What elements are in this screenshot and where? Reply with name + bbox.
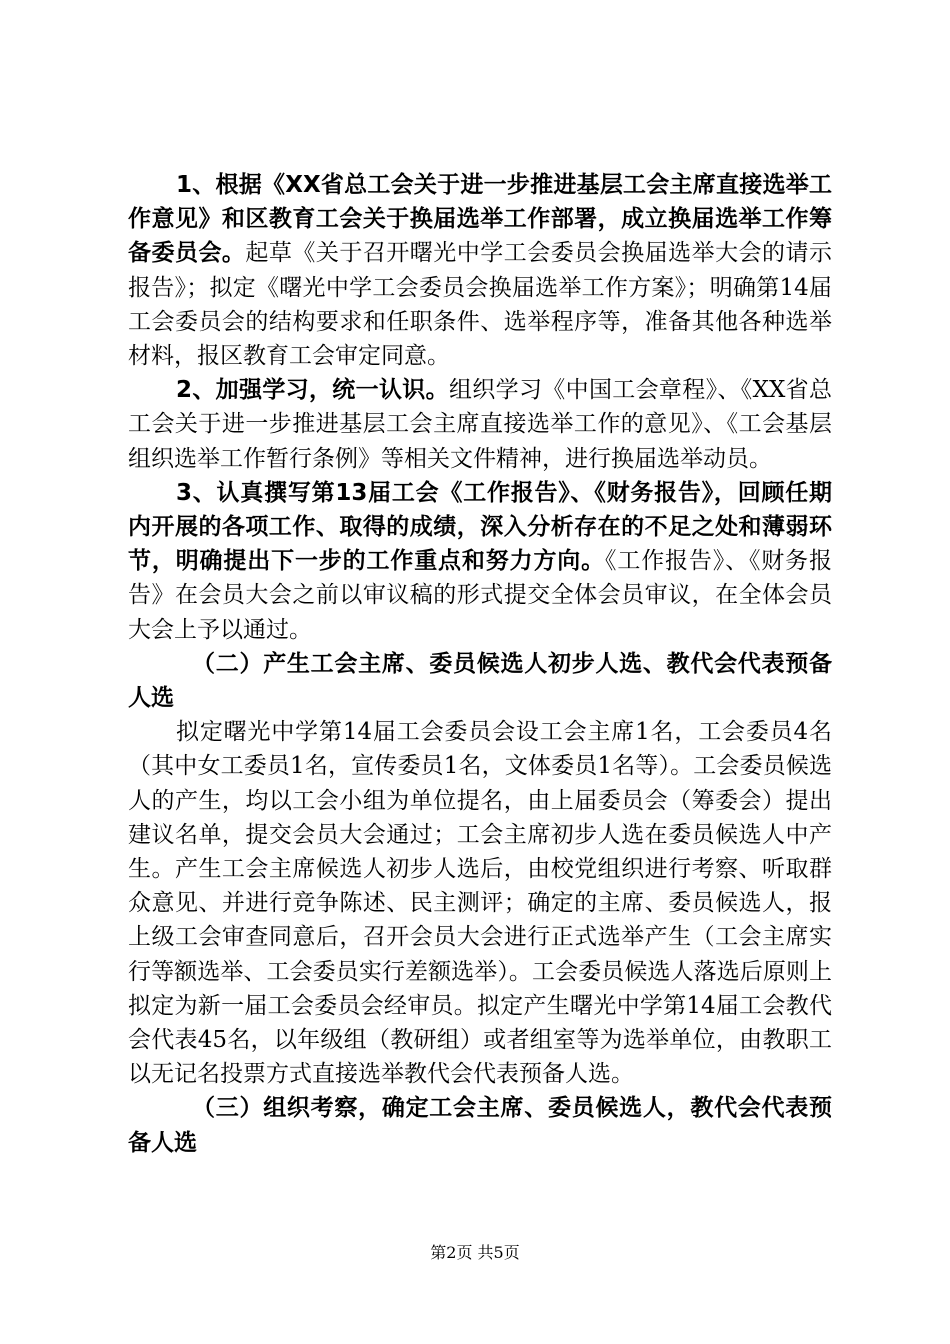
paragraph-1-text: 起草《关于召开曙光中学工会委员会换届选举大会的请示报告》；拟定《曙光中学工会委员会换届选举工作方案》；明确第14届工会委员会的结构要求和任职条件、选举程序等，准备其他各种选举材料，报区教育工会审定同意。 [128, 240, 833, 370]
paragraph-3-lead: 3、认真撰写第13届工会《工作报告》、《财务报告》，回顾任期内开展的各项工作、取得的成绩，深入分析存在的不足之处和薄弱环节，明确提出下一步的工作重点和努力方向。 [128, 479, 832, 575]
page-number-footer: 第2页 共5页 [430, 1243, 520, 1262]
paragraph-3-text: 《工作报告》、《财务报告》在会员大会之前以审议稿的形式提交全体会员审议，在全体会员大会上予以通过。 [128, 548, 833, 643]
paragraph-2 [128, 373, 832, 476]
paragraph-1 [128, 168, 832, 373]
paragraph-2-text: 组织学习《中国工会章程》、《XX省总工会关于进一步推进基层工会主席直接选举工作的意见》、《工会基层组织选举工作暂行条例》等相关文件精神，进行换届选举动员。 [128, 377, 832, 472]
document-body [128, 168, 832, 1160]
section-heading-3: （三）组织考察，确定工会主席、委员候选人，教代会代表预备人选 [128, 1095, 832, 1156]
paragraph-3 [128, 476, 832, 647]
section-body-2: 拟定曙光中学第14届工会委员会设工会主席1名，工会委员4名（其中女工委员1名，宣传委员1名，文体委员1名等）。工会委员候选人的产生，均以工会小组为单位提名，由上届委员会（筹委会）提出建议名单，提交会员大会通过；工会主席初步人选在委员候选人中产生。产生工会主席候选人初步人选后，由校党组织进行考察、听取群众意见、并进行竞争陈述、民主测评；确定的主席、委员候选人，报上级工会审查同意后，召开会员大会进行正式选举产生（工会主席实行等额选举、工会委员实行差额选举）。工会委员候选人落选后原则上拟定为新一届工会委员会经审员。拟定产生曙光中学第14届工会教代会代表45名，以年级组（教研组）或者组室等为选举单位，由教职工以无记名投票方式直接选举教代会代表预备人选。 [128, 719, 832, 1088]
section-heading-2: （二）产生工会主席、委员候选人初步人选、教代会代表预备人选 [128, 650, 832, 712]
paragraph-1-lead: 1、根据《XX省总工会关于进一步推进基层工会主席直接选举工作意见》和区教育工会关于换届选举工作部署，成立换届选举工作筹备委员会。 [128, 172, 832, 267]
paragraph-2-lead: 2、加强学习，统一认识。 [176, 377, 449, 404]
